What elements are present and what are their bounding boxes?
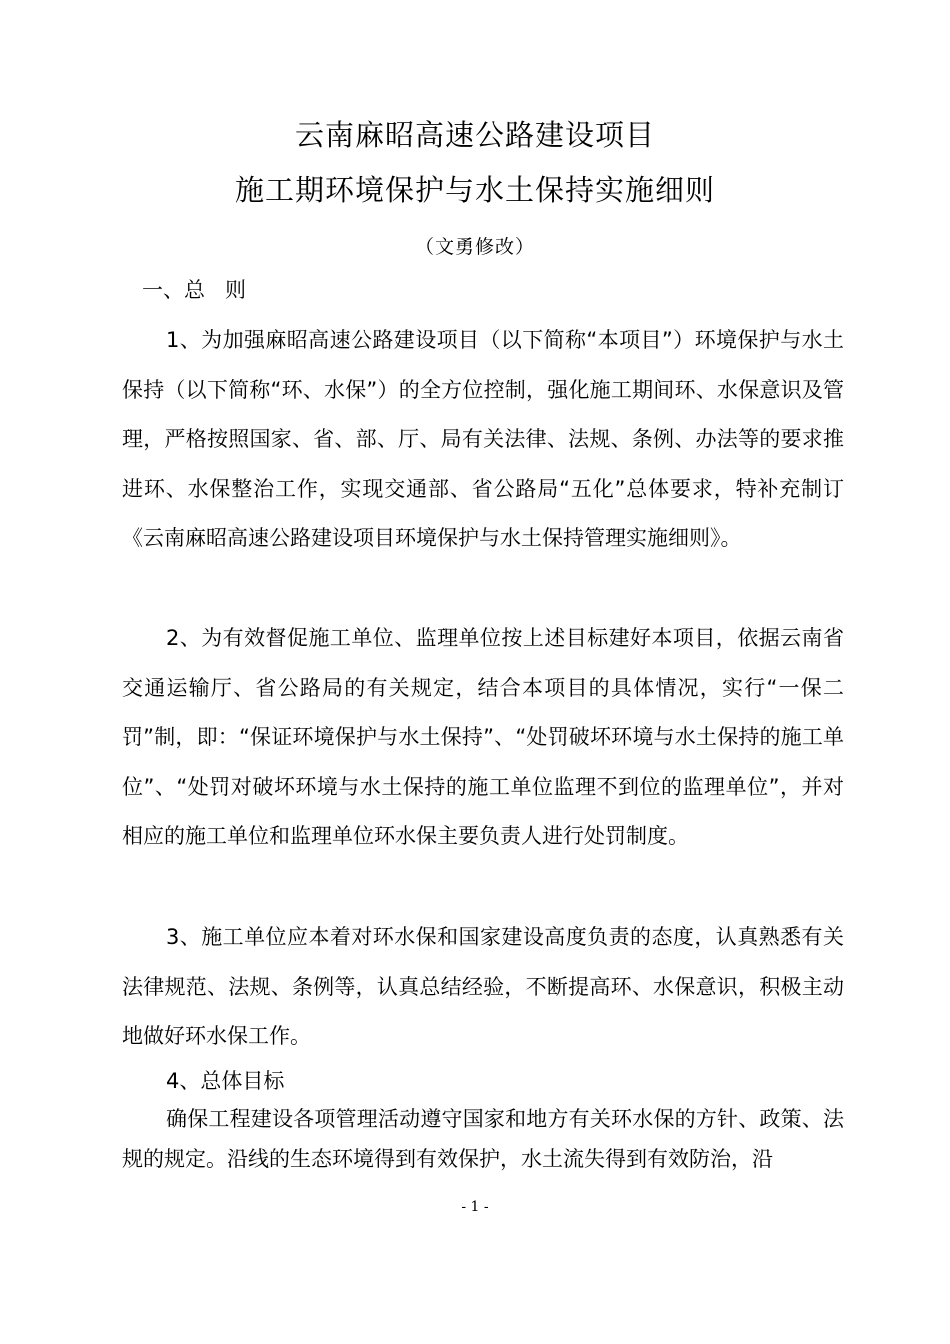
page-number: - 1 - (461, 1199, 489, 1215)
document-title-line-1: 云南麻昭高速公路建设项目 (294, 118, 655, 152)
document-title-line-2: 施工期环境保护与水土保持实施细则 (234, 173, 715, 207)
paragraph-1: 1、为加强麻昭高速公路建设项目（以下简称“本项目”）环境保护与水土保持（以下简称“环、水保”）的全方位控制，强化施工期间环、水保意识及管理，严格按照国家、省、部、厅、局有关法律、法规、条例、办法等的要求推进环、水保整治工作，实现交通部、省公路局“五化”总体要求，特补充制订《云南麻昭高速公路建设项目环境保护与水土保持管理实施细则》。 (122, 328, 844, 550)
section-heading: 一、总 则 (142, 278, 247, 302)
paragraph-4-heading: 4、总体目标 (166, 1069, 285, 1093)
paragraph-3: 3、施工单位应本着对环水保和国家建设高度负责的态度，认真熟悉有关法律规范、法规、条例等，认真总结经验，不断提高环、水保意识，积极主动地做好环水保工作。 (122, 925, 844, 1048)
paragraph-2: 2、为有效督促施工单位、监理单位按上述目标建好本项目，依据云南省交通运输厅、省公路局的有关规定，结合本项目的具体情况，实行“一保二罚”制，即：“保证环境保护与水土保持”、“处罚破坏环境与水土保持的施工单位”、“处罚对破坏环境与水土保持的施工单位监理不到位的监理单位”，并对相应的施工单位和监理单位环水保主要负责人进行处罚制度。 (122, 626, 844, 848)
document-subtitle: （文勇修改） (414, 236, 535, 258)
paragraph-5: 确保工程建设各项管理活动遵守国家和地方有关环水保的方针、政策、法规的规定。沿线的生态环境得到有效保护，水土流失得到有效防治，沿 (122, 1107, 844, 1171)
